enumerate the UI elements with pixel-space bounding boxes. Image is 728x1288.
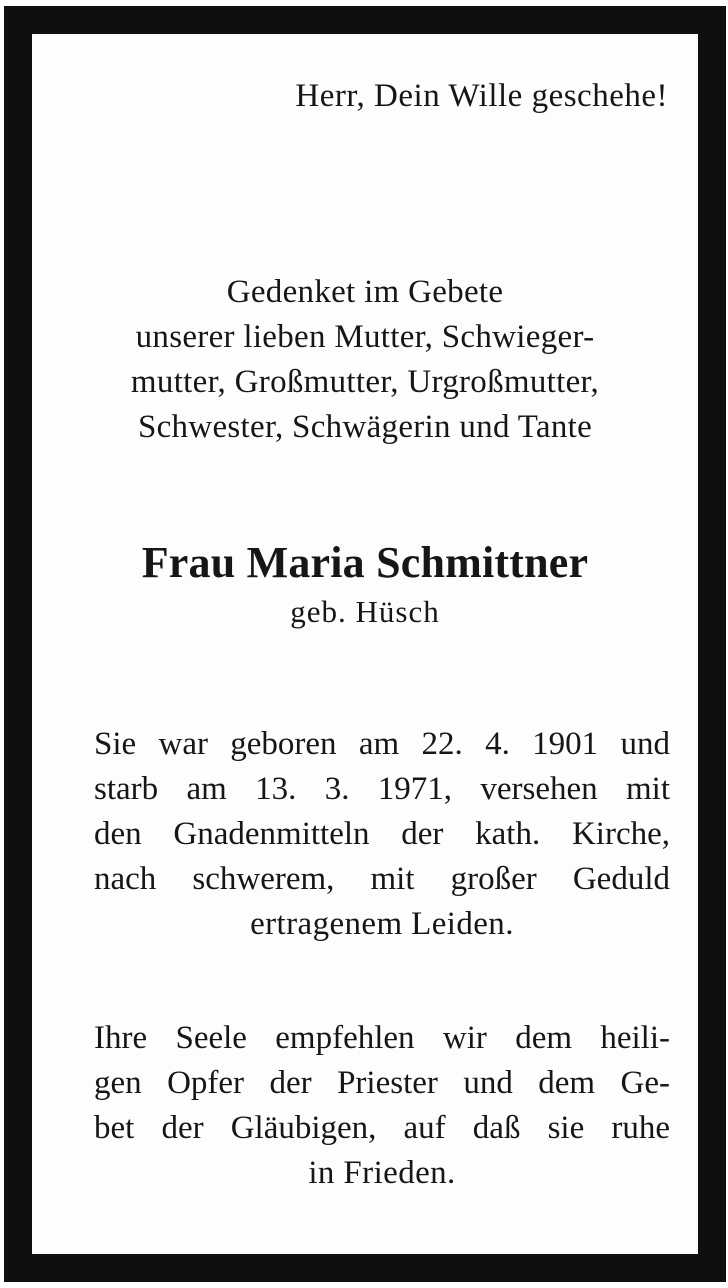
bio-line: ertragenem Leiden. — [250, 906, 514, 942]
intro-line: Schwester, Schwägerin und Tante — [137, 409, 593, 445]
intro-line: unserer lieben Mutter, Schwieger- — [135, 319, 595, 355]
bio-line: den Gnadenmitteln der kath. Kirche, — [94, 816, 670, 852]
memorial-card-border — [4, 6, 726, 1282]
bio-line: starb am 13. 3. 1971, versehen mit — [94, 771, 670, 807]
bio-line: Sie war geboren am 22. 4. 1901 und — [94, 726, 670, 762]
intro-line: mutter, Großmutter, Urgroßmutter, — [130, 364, 600, 400]
prayer-line: bet der Gläubigen, auf daß sie ruhe — [94, 1110, 670, 1146]
prayer-line: Ihre Seele empfehlen wir dem heili- — [94, 1020, 670, 1056]
biography-paragraph — [94, 722, 670, 947]
deceased-name: Frau Maria Schmittner — [141, 538, 589, 587]
motto-text: Herr, Dein Wille geschehe! — [295, 78, 668, 114]
intro-paragraph — [32, 270, 698, 450]
memorial-card-paper — [32, 34, 698, 1254]
maiden-name: geb. Hüsch — [290, 594, 440, 629]
bio-line: nach schwerem, mit großer Geduld — [94, 861, 670, 897]
prayer-line: gen Opfer der Priester und dem Ge- — [94, 1065, 670, 1101]
prayer-line: in Frieden. — [308, 1155, 456, 1191]
intro-line: Gedenket im Gebete — [226, 274, 504, 310]
prayer-paragraph — [94, 1016, 670, 1196]
